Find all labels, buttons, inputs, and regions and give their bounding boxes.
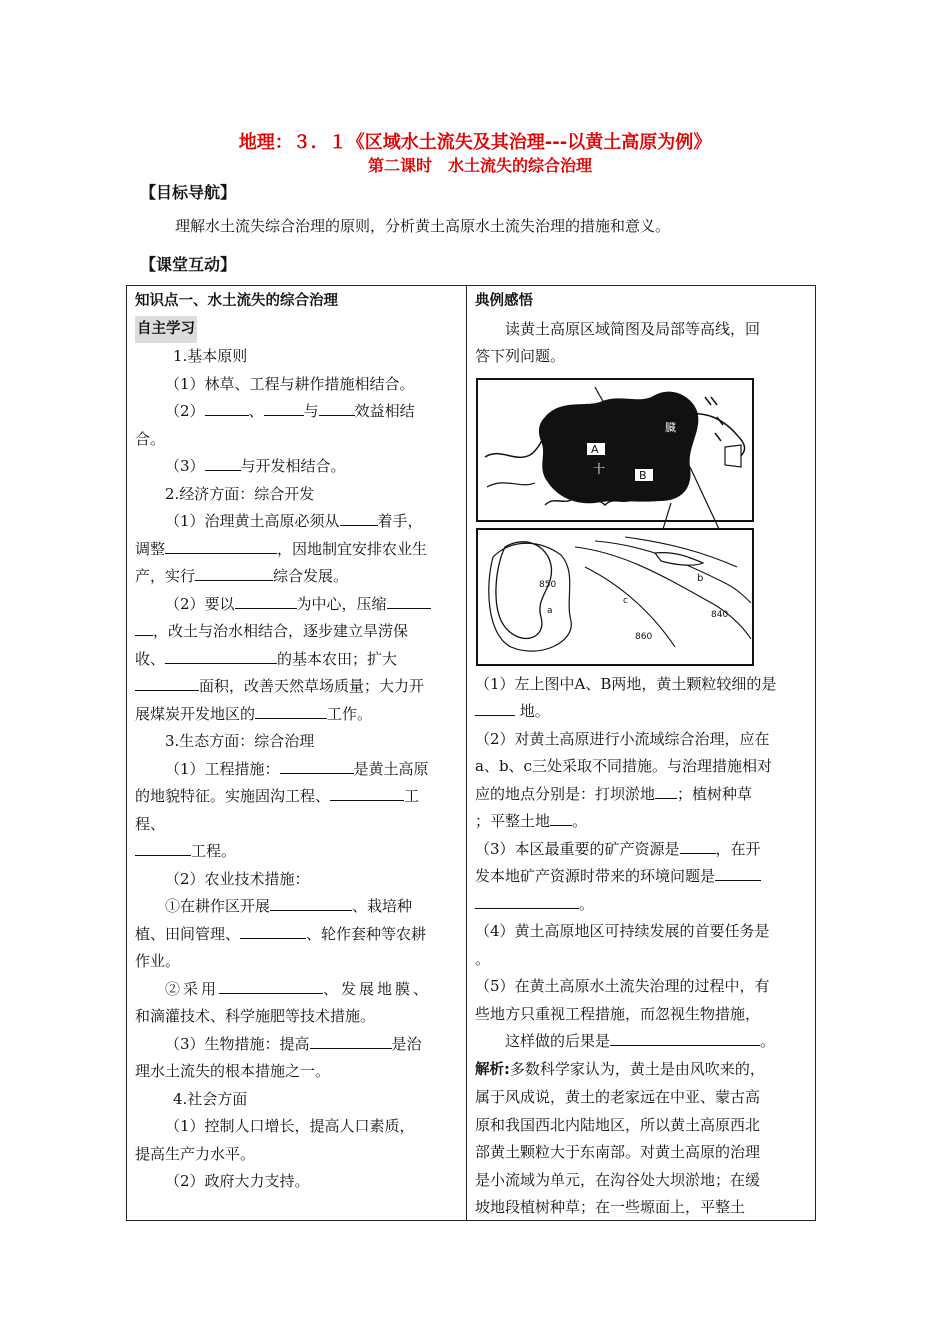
blank[interactable]	[235, 593, 297, 609]
line: 2.经济方面：综合开发	[165, 484, 315, 503]
blank[interactable]	[387, 593, 431, 609]
line: （1）控制人口增长，提高人口素质，	[165, 1117, 415, 1135]
blank[interactable]	[255, 703, 327, 719]
line: 。	[475, 891, 809, 919]
blank[interactable]	[680, 838, 716, 854]
blank[interactable]	[655, 783, 677, 799]
line: 和滴灌技术、科学施肥等技术措施。	[135, 1007, 376, 1025]
blank[interactable]	[135, 675, 199, 691]
contour-840: 840	[711, 609, 729, 620]
line: 这样做的后果是 。	[505, 1032, 776, 1050]
line: （4）黄土高原地区可持续发展的首要任务是	[475, 922, 770, 940]
line: （1）工程措施： 是黄土高原	[165, 759, 429, 778]
blank[interactable]	[240, 923, 306, 939]
line: 坡地段植树种草；在一些塬面上，平整土	[475, 1198, 746, 1216]
contour-860: 860	[635, 631, 653, 642]
point-b: b	[697, 572, 704, 584]
knowledge-header: 知识点一、水土流失的综合治理	[135, 293, 338, 309]
line: 属于风成说，黄土的老家远在中亚、蒙古高	[475, 1088, 761, 1106]
blank[interactable]	[165, 538, 277, 554]
blank[interactable]	[715, 865, 761, 881]
line: 面积，改善天然草场质量；大力开	[135, 673, 459, 701]
line: （1）治理黄土高原必须从 着手，	[165, 512, 423, 530]
point-c: c	[623, 595, 628, 606]
page-subtitle: 第二课时 水土流失的综合治理	[367, 156, 592, 175]
line: ，改土与治水相结合，逐步建立旱涝保	[135, 618, 459, 646]
line: 提高生产力水平。	[135, 1144, 256, 1163]
goal-heading: 【目标导航】	[140, 183, 237, 202]
self-study-label: 自主学习	[135, 316, 197, 344]
line: 植、田间管理、 、轮作套种等农耕	[135, 924, 427, 943]
point-a: a	[547, 605, 553, 616]
line: 发本地矿产资源时带来的环境问题是	[475, 863, 809, 891]
line: a、b、c三处采取不同措施。与治理措施相对	[475, 757, 772, 775]
blank[interactable]	[340, 510, 378, 526]
line: 展煤炭开发地区的 工作。	[135, 704, 373, 723]
line: （2）对黄土高原进行小流域综合治理，应在	[475, 729, 770, 748]
blank[interactable]	[264, 400, 304, 416]
goal-text: 理解水土流失综合治理的原则，分析黄土高原水土流失治理的措施和意义。	[175, 217, 671, 235]
line: 1.基本原则	[173, 347, 248, 365]
line: 答下列问题。	[475, 347, 566, 365]
blank[interactable]	[195, 565, 273, 581]
example-header: 典例感悟	[475, 293, 533, 309]
line: 的地貌特征。实施固沟工程、 工	[135, 787, 420, 805]
line: 是小流域为单元，在沟谷处大坝淤地；在缓	[475, 1170, 761, 1189]
line: （3）生物措施：提高 是治	[165, 1034, 422, 1053]
blank[interactable]	[475, 700, 515, 716]
line: 作业。	[135, 952, 181, 970]
line: （1）左上图中A、B两地，黄土颗粒较细的是	[475, 674, 777, 693]
blank[interactable]	[475, 893, 579, 909]
line: 应的地点分别是：打坝淤地 ；植树种草	[475, 784, 753, 803]
line: （2）要以 为中心，压缩	[135, 591, 459, 619]
analysis-label: 解析:	[475, 1061, 510, 1078]
blank[interactable]	[165, 648, 277, 664]
line: 解析:多数科学家认为，黄土是由风吹来的，	[475, 1059, 765, 1078]
map-label-mid: 十	[593, 461, 606, 476]
content-table	[126, 285, 816, 1221]
line: 4.社会方面	[173, 1089, 248, 1108]
contour-850: 850	[539, 579, 557, 590]
line: ；平整土地 。	[475, 812, 588, 830]
line: 调整 ，因地制宜安排农业生	[135, 539, 428, 558]
line: 产，实行 综合发展。	[135, 567, 349, 585]
column-divider	[466, 286, 467, 1220]
knowledge-column	[135, 288, 459, 1196]
line: 地。	[475, 698, 809, 726]
blank[interactable]	[330, 785, 404, 801]
line: （2）农业技术措施：	[165, 869, 310, 888]
line: ①在耕作区开展 、栽培种	[165, 897, 413, 915]
blank[interactable]	[219, 978, 323, 994]
blank[interactable]	[550, 810, 572, 826]
map-label-b: B	[639, 468, 647, 482]
line: 工程。	[135, 838, 459, 866]
blank[interactable]	[280, 758, 354, 774]
blank[interactable]	[135, 620, 153, 636]
line: 读黄土高原区域简图及局部等高线，回	[505, 319, 761, 338]
map-label-corner: 臓	[665, 420, 676, 434]
line: 3.生态方面：综合治理	[165, 732, 315, 750]
line: （3）本区最重要的矿产资源是 ，在开	[475, 839, 761, 858]
line: （2） 、 与 效益相结	[165, 402, 415, 420]
line: 原和我国西北内陆地区，所以黄土高原西北	[475, 1115, 761, 1134]
blank[interactable]	[270, 895, 352, 911]
page-title: 地理：３．１《区域水土流失及其治理---以黄土高原为例》	[238, 132, 712, 153]
example-column	[475, 288, 809, 1222]
line: 部黄土颗粒大于东南部。对黄土高原的治理	[475, 1143, 761, 1161]
blank[interactable]	[319, 400, 355, 416]
line: （5）在黄土高原水土流失治理的过程中，有	[475, 977, 770, 995]
line: （2）政府大力支持。	[165, 1172, 310, 1190]
blank[interactable]	[135, 840, 191, 856]
blank[interactable]	[205, 455, 241, 471]
line: 理水土流失的根本措施之一。	[135, 1062, 331, 1080]
blank[interactable]	[310, 1033, 392, 1049]
line: ②采用 、发展地膜、	[165, 979, 432, 998]
blank[interactable]	[205, 400, 249, 416]
line: 。	[475, 949, 491, 968]
line: 程、	[135, 814, 166, 833]
class-heading: 【课堂互动】	[140, 255, 237, 274]
line: （1）林草、工程与耕作措施相结合。	[165, 374, 415, 393]
line: （3） 与开发相结合。	[165, 457, 346, 475]
line: 合。	[135, 429, 166, 448]
map-label-a: A	[591, 442, 599, 456]
blank[interactable]	[610, 1030, 760, 1046]
loess-plateau-map	[475, 377, 765, 667]
line: 收、 的基本农田；扩大	[135, 649, 398, 668]
line: 些地方只重视工程措施，而忽视生物措施，	[475, 1004, 761, 1023]
